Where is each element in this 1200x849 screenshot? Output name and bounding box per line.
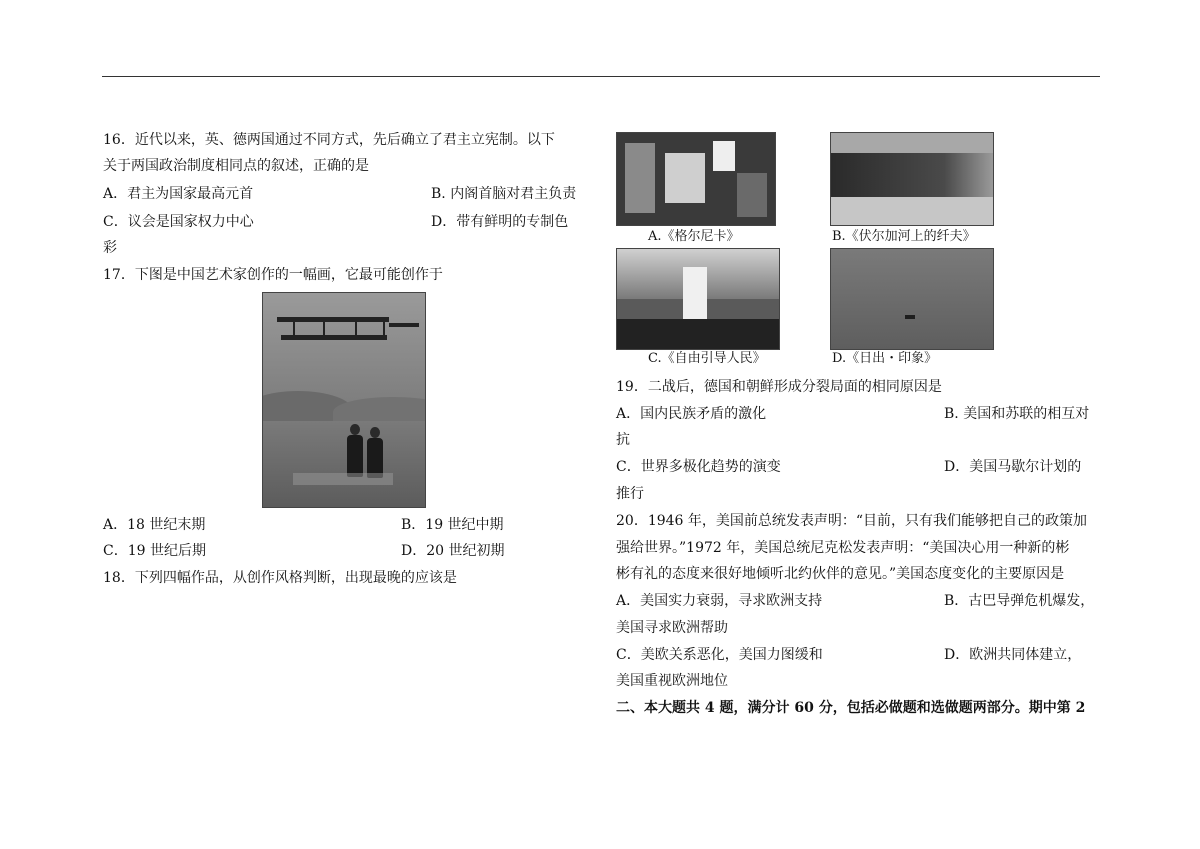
q19-option-d-wrap: 推行 <box>616 486 644 502</box>
q16-option-a: A．君主为国家最高元首 <box>103 186 254 202</box>
q17-stem: 17．下图是中国艺术家创作的一幅画，它最可能创作于 <box>103 267 443 283</box>
q16-stem-line1: 16．近代以来，英、德两国通过不同方式，先后确立了君主立宪制。以下 <box>103 132 555 148</box>
q20-option-d-wrap: 美国重视欧洲地位 <box>616 673 728 689</box>
q18-caption-d: D.《日出・印象》 <box>832 351 938 366</box>
q19-option-b-wrap: 抗 <box>616 432 630 448</box>
q20-option-b: B．古巴导弹危机爆发， <box>944 593 1095 609</box>
q20-stem-line2: 强给世界。”1972 年，美国总统尼克松发表声明：“美国决心用一种新的彬 <box>616 540 1070 556</box>
q19-option-d: D．美国马歇尔计划的 <box>944 459 1082 475</box>
q20-stem-line3: 彬有礼的态度来很好地倾听北约伙伴的意见。”美国态度变化的主要原因是 <box>616 566 1065 582</box>
q20-option-a: A．美国实力衰弱，寻求欧洲支持 <box>616 593 823 609</box>
q16-stem-line2: 关于两国政治制度相同点的叙述，正确的是 <box>103 158 369 174</box>
q18-image-a <box>616 132 776 226</box>
q20-stem-line1: 20．1946 年，美国前总统发表声明：“目前，只有我们能够把自己的政策加 <box>616 513 1088 529</box>
q20-option-d: D．欧洲共同体建立， <box>944 647 1082 663</box>
q18-caption-a: A.《格尔尼卡》 <box>648 229 740 244</box>
q16-option-b: B. 内阁首脑对君主负责 <box>431 186 577 202</box>
q17-option-c: C．19 世纪后期 <box>103 543 206 559</box>
q18-image-c <box>616 248 780 350</box>
q18-stem: 18．下列四幅作品，从创作风格判断，出现最晚的应该是 <box>103 570 457 586</box>
q19-option-c: C．世界多极化趋势的演变 <box>616 459 781 475</box>
header-rule <box>102 76 1100 77</box>
q20-option-c: C．美欧关系恶化，美国力图缓和 <box>616 647 823 663</box>
q18-caption-c: C.《自由引导人民》 <box>648 351 766 366</box>
q16-option-d: D．带有鲜明的专制色 <box>431 214 569 230</box>
q17-option-a: A．18 世纪末期 <box>103 517 206 533</box>
q19-stem: 19．二战后，德国和朝鲜形成分裂局面的相同原因是 <box>616 379 942 395</box>
q20-option-b-wrap: 美国寻求欧洲帮助 <box>616 620 728 636</box>
q17-option-b: B．19 世纪中期 <box>401 517 504 533</box>
q19-option-a: A．国内民族矛盾的激化 <box>616 406 767 422</box>
q16-option-d-wrap: 彩 <box>103 240 117 256</box>
q16-option-c: C．议会是国家权力中心 <box>103 214 254 230</box>
q18-image-b <box>830 132 994 226</box>
q19-option-b: B. 美国和苏联的相互对 <box>944 406 1090 422</box>
section2-heading: 二、本大题共 4 题，满分计 60 分，包括必做题和选做题两部分。期中第 2 <box>616 700 1086 716</box>
q18-image-d <box>830 248 994 350</box>
q17-option-d: D．20 世纪初期 <box>401 543 505 559</box>
q18-caption-b: B.《伏尔加河上的纤夫》 <box>832 229 976 244</box>
q17-painting-image <box>262 292 426 508</box>
